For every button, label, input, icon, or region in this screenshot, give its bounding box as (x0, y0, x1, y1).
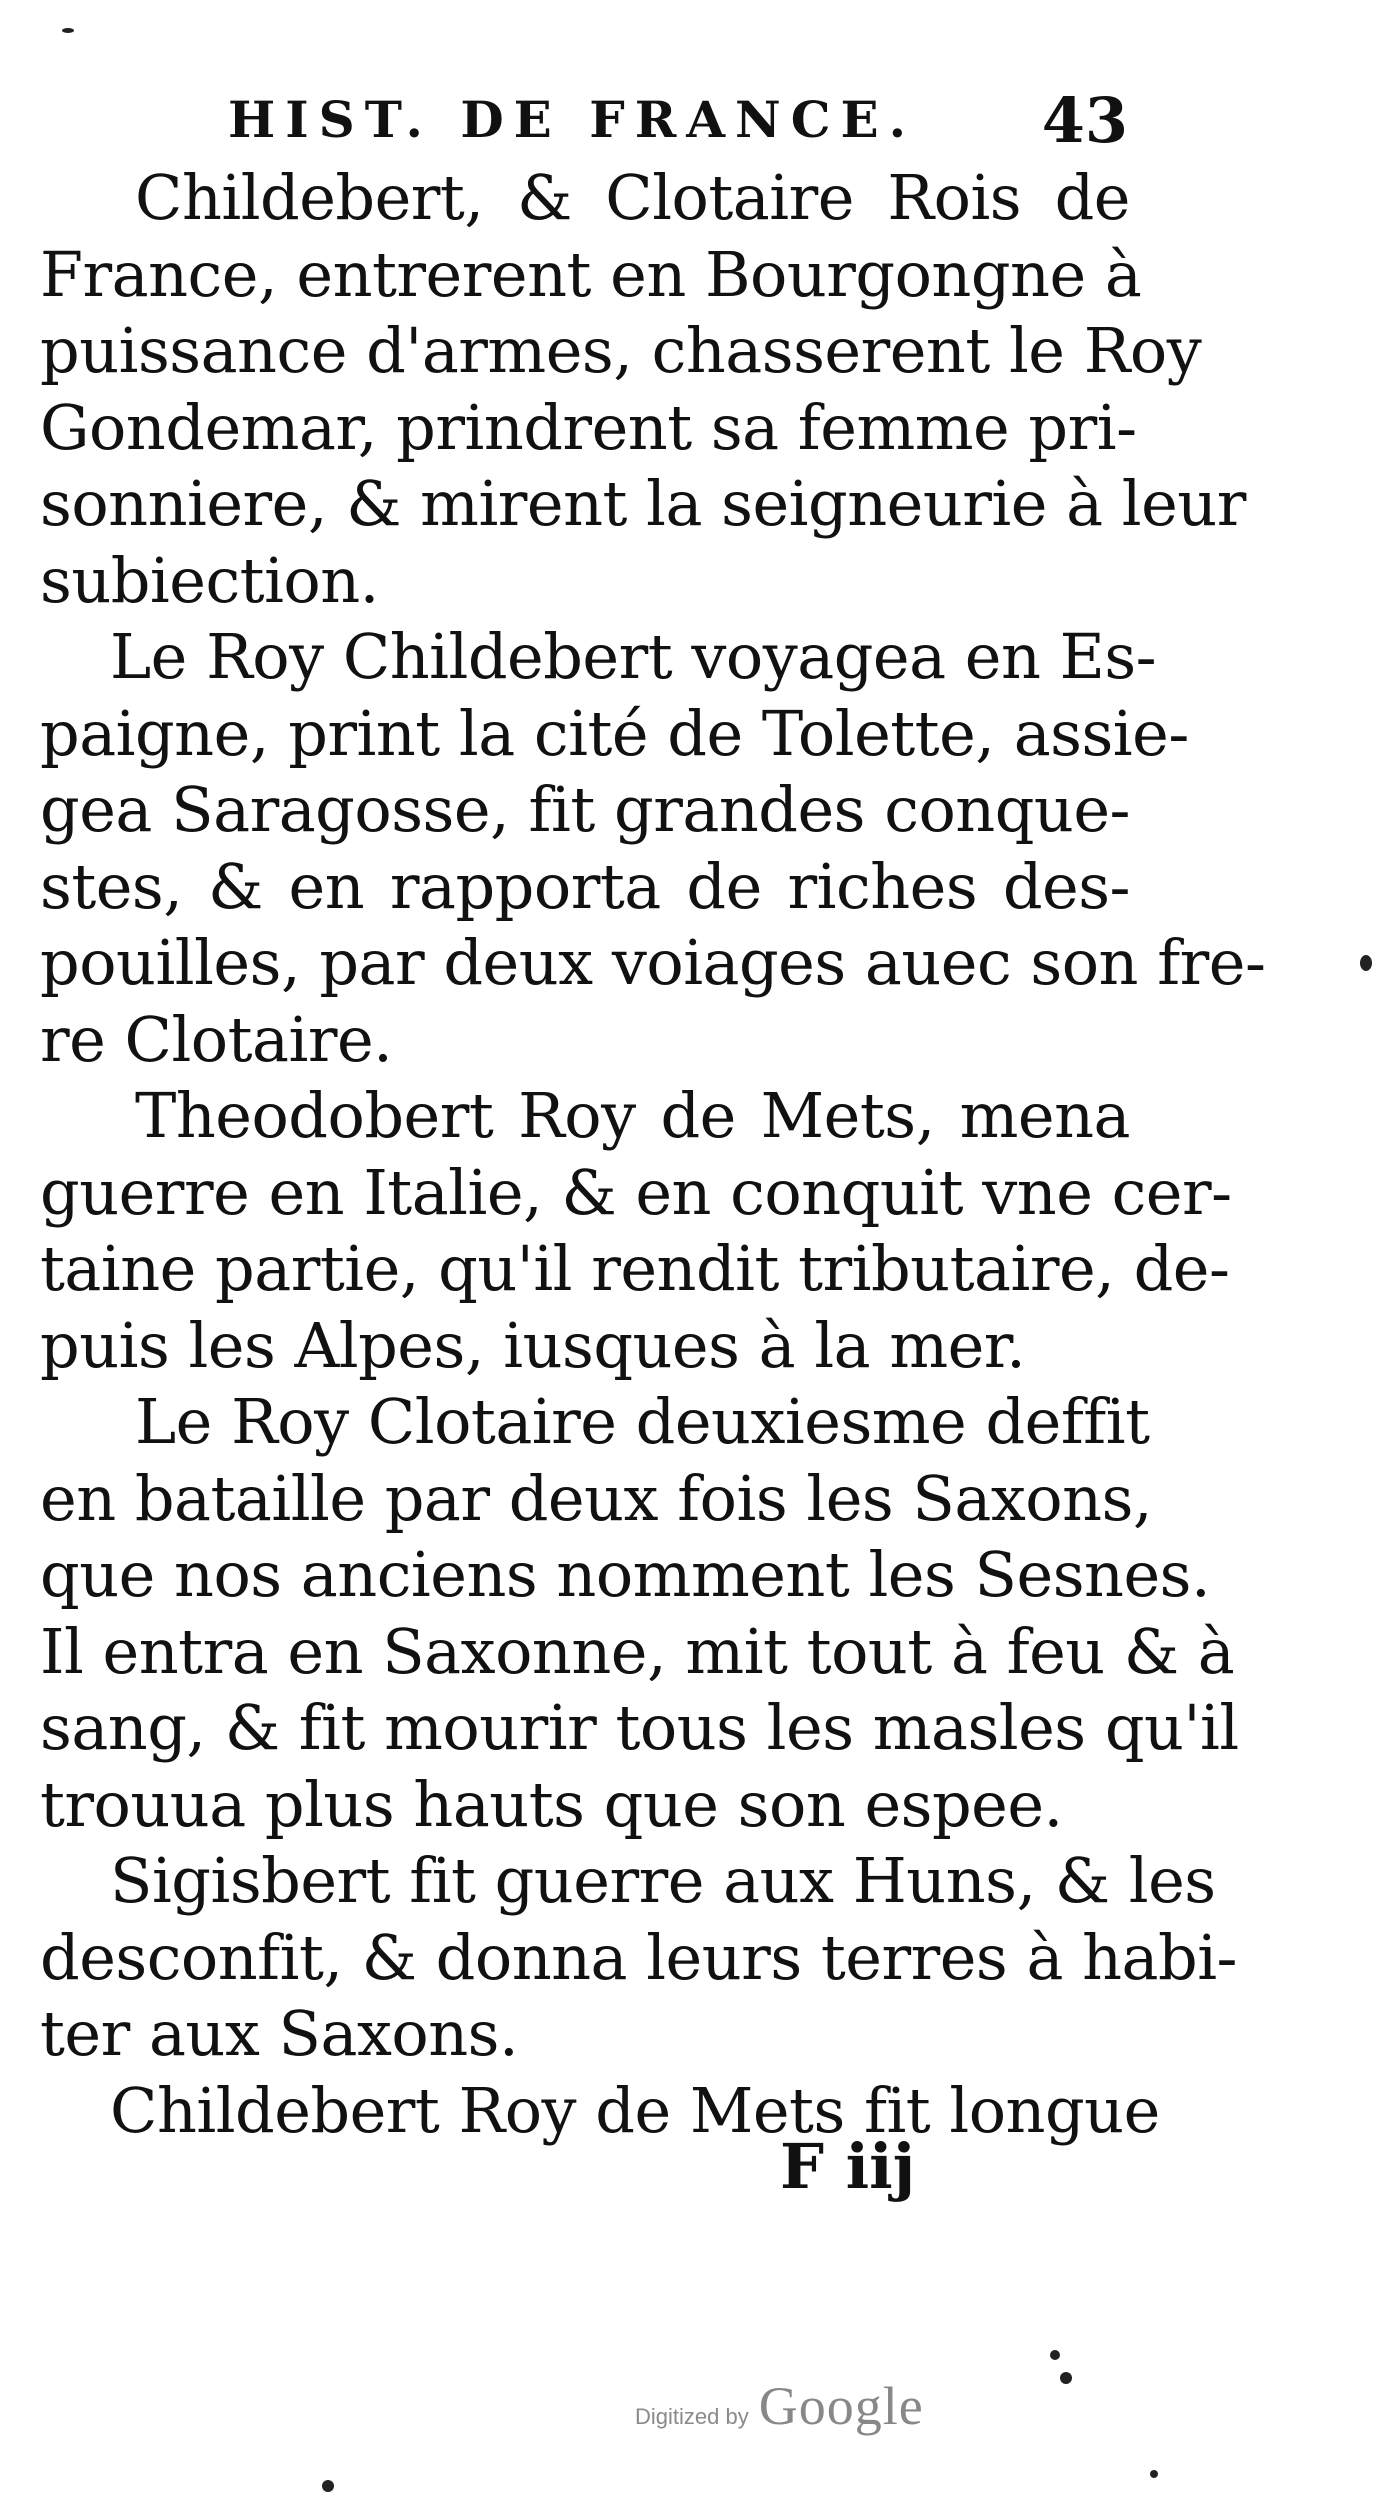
running-head: HIST. DE FRANCE. (228, 90, 917, 149)
text-line: subiection. (40, 543, 379, 617)
text-line: Sigisbert fit guerre aux Huns, & les (110, 1844, 1216, 1917)
text-line: Il entra en Saxonne, mit tout à feu & à (40, 1614, 1235, 1688)
text-line: Le Roy Childebert voyagea en Es- (110, 620, 1157, 693)
text-line: ter aux Saxons. (40, 1997, 519, 2070)
text-line: re Clotaire. (40, 1002, 393, 1076)
text-line: desconfit, & donna leurs terres à habi- (40, 1920, 1237, 1994)
ink-speck (62, 28, 74, 33)
text-line: Gondemar, prindrent sa femme pri- (40, 390, 1137, 464)
text-line: sonniere, & mirent la seigneurie à leur (40, 467, 1246, 540)
text-line: France, entrerent en Bourgongne à (40, 237, 1142, 311)
text-line: paigne, print la cité de Tolette, assie- (40, 696, 1189, 770)
body-text (40, 160, 1266, 2149)
page-number: 43 (1041, 84, 1128, 157)
text-line: Childebert, & Clotaire Rois de (135, 161, 1130, 234)
ink-speck (1050, 2350, 1060, 2360)
text-line: Le Roy Clotaire deuxiesme deffit (135, 1385, 1150, 1458)
text-line: puissance d'armes, chasserent le Roy (40, 314, 1202, 387)
ink-speck (1060, 2372, 1072, 2384)
text-line: stes, & en rapporta de riches des- (40, 849, 1130, 923)
watermark-brand: Google (758, 2376, 924, 2436)
text-line: Theodobert Roy de Mets, mena (135, 1079, 1130, 1152)
text-line: puis les Alpes, iusques à la mer. (40, 1308, 1026, 1382)
ink-speck (322, 2480, 334, 2492)
text-line: gea Saragosse, fit grandes conque- (40, 773, 1130, 846)
text-line: en bataille par deux fois les Saxons, (40, 1461, 1153, 1535)
signature-mark: F iij (780, 2130, 916, 2203)
page-header (228, 84, 1128, 160)
text-line: taine partie, qu'il rendit tributaire, de- (40, 1232, 1230, 1305)
text-line: guerre en Italie, & en conquit vne cer- (40, 1155, 1232, 1229)
text-line: que nos anciens nomment les Sesnes. (40, 1538, 1211, 1611)
watermark-prefix: Digitized by (635, 2404, 749, 2429)
text-line: trouua plus hauts que son espee. (40, 1767, 1063, 1841)
digitization-watermark (635, 2375, 924, 2437)
text-line: Childebert Roy de Mets fit longue (110, 2073, 1160, 2147)
ink-speck (1360, 955, 1372, 971)
ink-speck (1150, 2470, 1158, 2478)
text-line: pouilles, par deux voiages auec son fre- (40, 926, 1266, 999)
text-line: sang, & fit mourir tous les masles qu'il (40, 1691, 1239, 1764)
